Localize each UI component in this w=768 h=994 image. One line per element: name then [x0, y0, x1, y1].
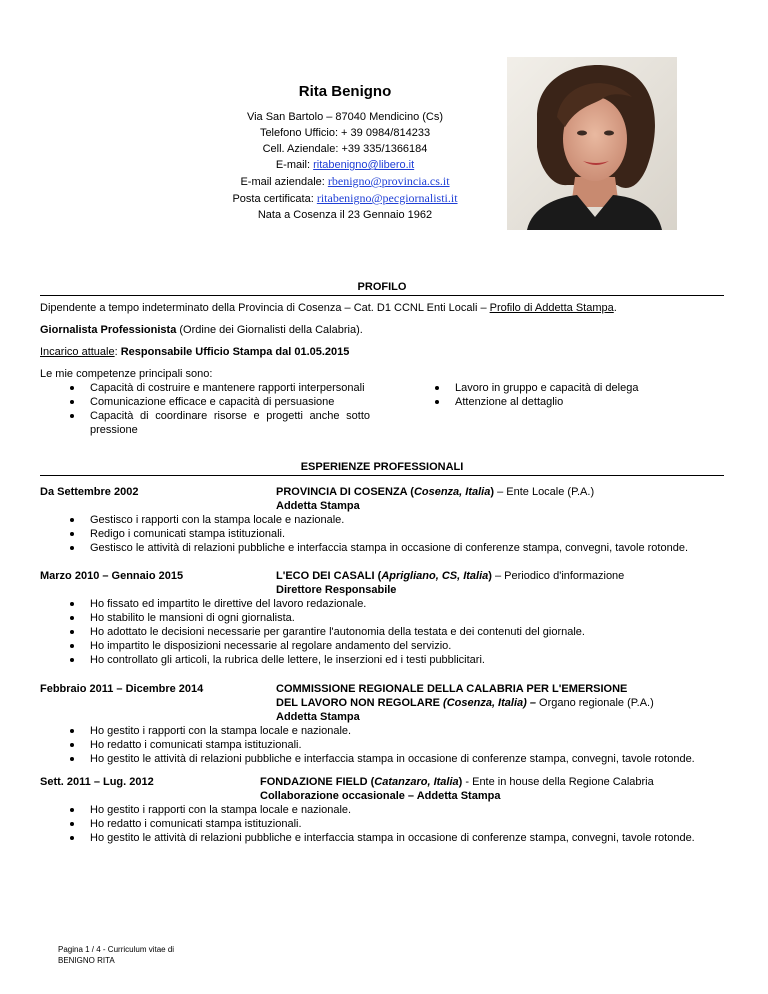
email-label: E-mail:: [275, 159, 314, 171]
experience-entry: Sett. 2011 – Lug. 2012 FONDAZIONE FIELD (Catanzaro, Italia) - Ente in house della Regione Calabria Collaborazione occasionale – Addetta Stampa Ho gestito i rapporti con la stampa locale e nazionale. Ho redatto i comunicati stampa istituzionali. Ho gestito le attività di relazioni pubbliche e interfaccia stampa in occasione di conferenze stampa, convegni, tavole rotonde.: [40, 775, 740, 845]
list-item: Gestisco le attività di relazioni pubbliche e interfaccia stampa in occasione di conferenze stampa, convegni, tavole rotonde.: [40, 541, 740, 555]
list-item: Ho gestito i rapporti con la stampa locale e nazionale.: [40, 803, 740, 817]
experience-role: Addetta Stampa: [276, 711, 360, 723]
list-item: Ho impartito le disposizioni necessarie al regolare andamento del servizio.: [40, 639, 740, 653]
experience-desc: - Ente in house della Regione Calabria: [462, 776, 654, 788]
cell-phone: Cell. Aziendale: +39 335/1366184: [262, 143, 428, 155]
profilo-current-role: [40, 345, 724, 359]
pec-row: [200, 190, 490, 207]
work-email-link[interactable]: rbenigno@provincia.cs.it: [327, 174, 450, 188]
journalist-order: (Ordine dei Giornalisti della Calabria).: [176, 324, 363, 336]
list-item: Ho gestito le attività di relazioni pubbliche e interfaccia stampa in occasione di conferenze stampa, convegni, tavole rotonde.: [40, 831, 740, 845]
work-email-label: E-mail aziendale:: [240, 176, 328, 188]
employment-text: Dipendente a tempo indeterminato della Provincia di Cosenza – Cat. D1 CCNL Enti Locali –: [40, 302, 490, 314]
experience-desc: – Periodico d'informazione: [491, 570, 625, 582]
work-email-row: [200, 173, 490, 190]
list-item: Capacità di costruire e mantenere rapporti interpersonali: [40, 381, 370, 395]
experience-role: Addetta Stampa: [276, 500, 360, 512]
experience-date: Febbraio 2011 – Dicembre 2014: [40, 683, 204, 695]
experience-date: Da Settembre 2002: [40, 486, 139, 498]
current-role-colon: :: [114, 346, 121, 358]
person-name: Rita Benigno: [298, 83, 392, 100]
list-item: Ho gestito le attività di relazioni pubbliche e interfaccia stampa in occasione di conferenze stampa, convegni, tavole rotonde.: [40, 752, 740, 766]
list-item: Attenzione al dettaglio: [405, 395, 705, 409]
experience-date: Sett. 2011 – Lug. 2012: [40, 776, 154, 788]
experience-org-cont: DEL LAVORO NON REGOLARE: [276, 697, 444, 709]
experience-org: FONDAZIONE FIELD: [260, 776, 368, 788]
experience-org: PROVINCIA DI COSENZA: [276, 486, 408, 498]
experience-org: L'ECO DEI CASALI: [276, 570, 375, 582]
list-item: Gestisco i rapporti con la stampa locale e nazionale.: [40, 513, 740, 527]
current-role-value: Responsabile Ufficio Stampa dal 01.05.2015: [120, 346, 350, 358]
experience-entry: Da Settembre 2002 PROVINCIA DI COSENZA (Cosenza, Italia) – Ente Locale (P.A.) Addetta Stampa Gestisco i rapporti con la stampa locale e nazionale. Redigo i comunicati stampa istituzionali. Gestisco le attività di relazioni pubbliche e interfaccia stampa in occasione di conferenze stampa, convegni, tavole rotonde.: [40, 485, 740, 555]
experience-desc: – Ente Locale (P.A.): [494, 486, 595, 498]
profile-photo: [507, 57, 677, 230]
experience-role: Direttore Responsabile: [276, 584, 397, 596]
list-item: Ho adottato le decisioni necessarie per garantire l'autonomia della testata e dei contenuti del giornale.: [40, 625, 740, 639]
experience-place: Aprigliano, CS, Italia: [381, 570, 489, 582]
profilo-title: PROFILO: [357, 281, 407, 293]
office-phone: Telefono Ufficio: + 39 0984/814233: [259, 127, 431, 139]
experience-place: Cosenza, Italia: [413, 486, 491, 498]
profilo-employment: [40, 301, 724, 315]
experience-place: Catanzaro, Italia: [374, 776, 459, 788]
profilo-journalist: [40, 323, 724, 337]
list-item: Ho controllato gli articoli, la rubrica delle lettere, le inserzioni ed i testi pubblicitari.: [40, 653, 740, 667]
list-item: Capacità di coordinare risorse e progetti anche sotto pressione: [40, 409, 370, 437]
email-row: [200, 157, 490, 173]
journalist-title: Giornalista Professionista: [40, 324, 177, 336]
footer-page-info: Pagina 1 / 4 - Curriculum vitae di: [58, 945, 175, 954]
list-item: Ho redatto i comunicati stampa istituzionali.: [40, 817, 740, 831]
experience-entry: Marzo 2010 – Gennaio 2015 L'ECO DEI CASALI (Aprigliano, CS, Italia) – Periodico d'informazione Direttore Responsabile Ho fissato ed impartito le direttive del lavoro redazionale. Ho stabilito le mansioni di ogni giornalista. Ho adottato le decisioni necessarie per garantire l'autonomia della testata e dei contenuti del giornale. Ho impartito le disposizioni necessarie al regolare andamento del servizio. Ho controllato gli articoli, la rubrica delle lettere, le inserzioni ed i testi pubblicitari.: [40, 569, 740, 667]
list-item: Ho redatto i comunicati stampa istituzionali.: [40, 738, 740, 752]
pec-label: Posta certificata:: [232, 193, 317, 205]
employment-role: Profilo di Addetta Stampa: [489, 302, 614, 314]
birth-info: Nata a Cosenza il 23 Gennaio 1962: [257, 209, 433, 221]
portrait-image: [507, 57, 677, 230]
experience-entry: [40, 682, 740, 766]
esperienze-title: ESPERIENZE PROFESSIONALI: [300, 461, 464, 473]
list-item: Ho fissato ed impartito le direttive del lavoro redazionale.: [40, 597, 740, 611]
competenze-right-list: [405, 381, 705, 409]
list-item: Ho gestito i rapporti con la stampa locale e nazionale.: [40, 724, 740, 738]
contact-header: [200, 80, 490, 223]
competenze-intro: Le mie competenze principali sono:: [40, 368, 213, 380]
esperienze-divider: [40, 475, 724, 476]
footer-name: BENIGNO RITA: [58, 956, 115, 965]
experience-date: Marzo 2010 – Gennaio 2015: [40, 570, 184, 582]
competenze-left-list: [40, 381, 370, 437]
experience-org: COMMISSIONE REGIONALE DELLA CALABRIA PER L'EMERSIONE: [276, 683, 628, 695]
email-link[interactable]: ritabenigno@libero.it: [313, 159, 415, 171]
experience-desc: Organo regionale (P.A.): [535, 697, 654, 709]
list-item: Lavoro in gruppo e capacità di delega: [405, 381, 705, 395]
experience-place: (Cosenza, Italia) –: [443, 697, 536, 709]
profilo-divider: [40, 295, 724, 296]
list-item: Redigo i comunicati stampa istituzionali.: [40, 527, 740, 541]
experience-role: Collaborazione occasionale – Addetta Stampa: [260, 790, 501, 802]
list-item: Comunicazione efficace e capacità di persuasione: [40, 395, 370, 409]
current-role-label: Incarico attuale: [40, 346, 115, 358]
list-item: Ho stabilito le mansioni di ogni giornalista.: [40, 611, 740, 625]
page-footer: [58, 944, 174, 966]
employment-end: .: [613, 302, 617, 314]
address: Via San Bartolo – 87040 Mendicino (Cs): [246, 111, 444, 123]
pec-link[interactable]: ritabenigno@pecgiornalisti.it: [316, 191, 458, 205]
